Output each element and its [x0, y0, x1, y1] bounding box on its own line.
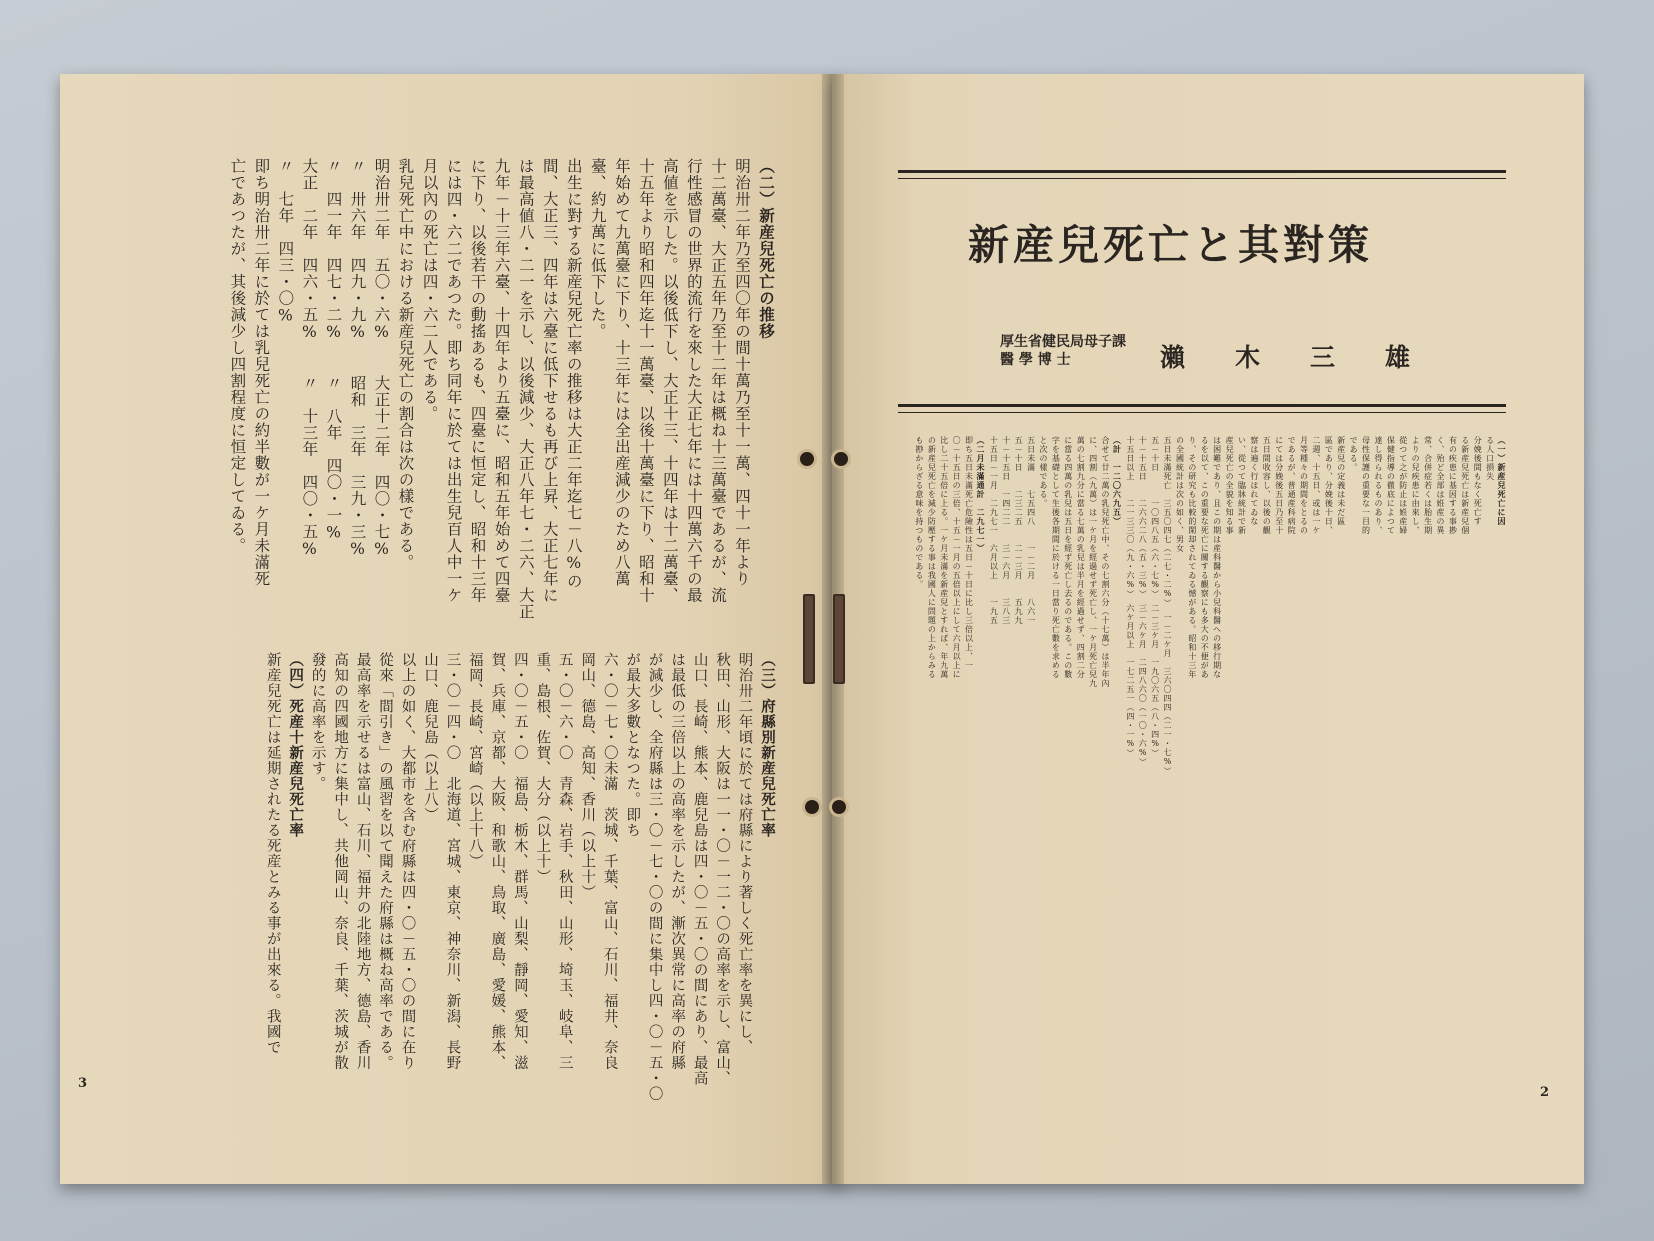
- right-text-column-41: 十五日－一月 二九七一 六月以上 一九五: [989, 436, 999, 625]
- right-text-column-46: の新産兒死亡を減少防壓する事は我國人に問題の上からみる: [927, 436, 937, 679]
- left-top-text-column-17: 〃 卅六年 四九・九% 昭和 三年 三九・三%: [348, 158, 367, 559]
- left-top-text-column-18: 〃 四一年 四七・二% 〃 八年 四〇・一%: [324, 158, 343, 543]
- right-text-column-43: 即ち五日未滿死亡危險性は五日－十日に比し三倍以上、一: [964, 436, 974, 670]
- right-text-column-0: （一）新産兒死亡に因: [1497, 436, 1507, 526]
- left-top-text-column-1: 明治卅二年乃至四〇年の間十萬乃至十一萬、四十一年より: [732, 158, 751, 587]
- left-bottom-text-column-3: 山口、長崎、熊本、鹿兒島は四・〇－五・〇の間にあり、最高: [691, 652, 708, 1086]
- right-text-column-24: るを以て、この重要な死亡に關する觀察にも多大の不便があ: [1200, 436, 1210, 679]
- left-bottom-text-column-14: 三・〇－四・〇 北海道、宮城、東京、神奈川、新潟、長野: [444, 652, 461, 1071]
- left-top-text-column-6: 年始めて九萬臺に下り、十三年には全出産減少のため八萬: [612, 158, 631, 587]
- left-top-text-column-11: 九年－十三年六臺、十四年より五臺に、昭和五年始めて四臺: [492, 158, 511, 604]
- left-bottom-text-column-17: 從來「間引き」の風習を以て聞えた府縣は概ね高率である。: [377, 652, 394, 1071]
- right-page-body: [908, 436, 1508, 1116]
- left-top-text-column-5: 十五年より昭和四年迄十一萬臺、以後十萬臺に下り、昭和十: [636, 158, 655, 604]
- article-title: 新産兒死亡と其對策: [968, 221, 1373, 269]
- left-top-text-column-0: （二）新産兒死亡の推移: [757, 158, 776, 340]
- left-bottom-text-column-5: が減少し、全府縣は三・〇－七・〇の間に集中し四・〇－五・〇: [646, 652, 663, 1102]
- staple-right: [833, 594, 845, 684]
- right-text-column-9: 保健指導の徹底によつて: [1386, 436, 1396, 535]
- right-text-column-28: 五－十日 一〇四八五（六・七%） 二－三ケ月 一九〇六五（八・四%）: [1150, 436, 1160, 758]
- right-text-column-11: 母性保護の重要な一目的: [1361, 436, 1371, 535]
- right-text-column-47: も尠からざる意味を持つものである。: [914, 436, 924, 589]
- header-rule-bottom: [898, 404, 1506, 407]
- left-top-text-column-21: 即ち明治卅二年に於ては乳兒死亡の約半數が一ケ月未滿死: [252, 158, 271, 587]
- right-text-column-2: 分娩後間もなく死亡す: [1473, 436, 1483, 526]
- left-top-text-column-8: 出生に對する新産兒死亡率の推移は大正二年迄七－八%の: [564, 158, 583, 590]
- left-top-text-column-20: 〃 七年 四三・〇%: [276, 158, 295, 326]
- staple-left: [803, 594, 815, 684]
- right-text-column-40: 十－十五日 一四二二 三－六月 三八三: [1001, 436, 1011, 625]
- left-top-text-column-3: 行性感冒の世界的流行を來した大正七年には十四萬六千の最: [684, 158, 703, 604]
- right-text-column-20: 察は遍く行はれてゐな: [1249, 436, 1259, 526]
- right-text-column-31: （計 一二〇六九五）: [1112, 436, 1123, 526]
- right-text-column-22: 産兒死亡の全貌を知る事: [1225, 436, 1235, 535]
- left-top-text-column-7: 臺、約九萬に低下した。: [588, 158, 607, 340]
- right-text-column-19: 五日間收容し、以後の觀: [1262, 436, 1272, 535]
- right-text-column-30: 十五日以上 二一三三〇（九・六%） 六ケ月以上 一七二五一（四・一%）: [1125, 436, 1135, 758]
- left-bottom-text-column-18: 最高率を示せるは富山、石川、福井の北陸地方、德島、香川: [354, 652, 371, 1071]
- right-text-column-23: は困難であり、且この期は産科醫から小兒科醫への移行期な: [1212, 436, 1222, 679]
- left-bottom-text-column-7: 六・〇－七・〇未滿 茨城、千葉、富山、石川、福井、奈良: [601, 652, 618, 1071]
- right-text-column-38: 五日未滿 七五四八 一－二月 八六一: [1026, 436, 1036, 625]
- right-text-column-3: る新産兒死亡は新産兒個: [1460, 436, 1470, 535]
- binding-hole-top-right: [834, 452, 848, 466]
- left-bottom-text-column-11: 四・〇－五・〇 福島、栃木、群馬、山梨、靜岡、愛知、滋: [511, 652, 528, 1071]
- right-text-column-25: り、その研究も比較的閑却されてゐる憾がある。昭和十三年: [1187, 436, 1197, 679]
- binding-hole-bottom: [805, 800, 819, 814]
- right-text-column-33: に、四割（九萬）は一ケ月を經過せず死亡し、一ケ月死亡兒九: [1088, 436, 1098, 688]
- right-text-column-27: 五日未滿死亡 三五〇四七（二七・二%） 一－二ケ月 三六〇四四（二一・七%）: [1163, 436, 1173, 776]
- left-top-text-column-14: 月以內の死亡は四・六二人である。: [420, 158, 439, 422]
- left-top-text-column-12: に下り、以後若干の動搖あるも、四臺に恒定し、昭和十三年: [468, 158, 487, 604]
- author-name: 瀨木三雄: [1160, 343, 1461, 372]
- left-bottom-text-column-16: 以上の如く、大都市を含む府縣は四・〇－五・〇の間に在り: [399, 652, 416, 1071]
- left-bottom-text-column-4: は最低の三倍以上の高率を示したが、漸次異常に高率の府縣: [669, 652, 686, 1071]
- header-rule-top: [898, 170, 1506, 173]
- left-bottom-text-column-2: 秋田、山形、大阪は一一・〇－一二・〇の高率を示し、富山、: [714, 652, 731, 1086]
- binding-hole-bottom-right: [832, 800, 846, 814]
- right-text-column-29: 十－十五日 二六六二八（五・三%） 三－六ケ月 二四八六〇（一〇・六%）: [1138, 436, 1148, 767]
- right-text-column-39: 五－十日 二三二五 二－三月 五九九: [1014, 436, 1024, 625]
- left-bottom-text-column-10: 重、島根、佐賀、大分（以上十）: [534, 652, 551, 885]
- right-text-column-32: 合せて廿二萬の乳兒死亡中、その七割六分（十七萬）は半年內: [1101, 436, 1110, 688]
- left-bottom-text-column-6: が最大多數となつた。即ち: [624, 652, 641, 838]
- left-bottom-text-column-12: 賀、兵庫、京都、大阪、和歌山、鳥取、廣島、愛媛、熊本、: [489, 652, 506, 1071]
- right-text-column-44: 〇－十五日の三倍、十五－一月の五倍以上にして六月以上に: [952, 436, 962, 679]
- page-number-left: 3: [78, 1076, 88, 1091]
- left-top-text-column-19: 大正 二年 四六・五% 〃 十三年 四〇・五%: [300, 158, 319, 559]
- right-text-column-7: よりの兒疾患に由來し、: [1411, 436, 1421, 535]
- right-text-column-6: 常、合併症若くは胎生期: [1423, 436, 1433, 535]
- right-text-column-15: 二週、十五日、或は一ケ: [1311, 436, 1321, 535]
- right-text-column-8: 從つて之が防止は姙産婦: [1398, 436, 1408, 535]
- left-top-text-column-4: 高値を示した。以後低下し、大正十三、十四年は十二萬臺、: [660, 158, 679, 604]
- right-text-column-14: 區であり、分娩後十日、: [1324, 436, 1334, 535]
- left-bottom-text-column-20: 發的に高率を示す。: [309, 652, 326, 792]
- left-top-text-column-16: 明治卅二年 五〇・六% 大正十二年 四〇・七%: [372, 158, 391, 559]
- left-top-text-column-13: には四・六二であつた。即ち同年に於ては出生兒百人中一ケ: [444, 158, 463, 604]
- page-number-right: 2: [1540, 1085, 1550, 1100]
- left-bottom-text-column-13: 福岡、長崎、宮崎（以上十八）: [466, 652, 483, 869]
- right-text-column-4: 有の疾患に基因する事尠: [1448, 436, 1458, 535]
- left-bottom-text-column-22: 新産兒死亡は延期されたる死産とみる事が出來る。我國で: [264, 652, 281, 1055]
- right-text-column-42: （二月未滿通計 二九七一）: [975, 436, 986, 553]
- header-rule-top-thin: [898, 178, 1506, 179]
- left-bottom-text-column-1: 明治卅二年頃に於ては府縣により著しく死亡率を異にし、: [736, 652, 753, 1055]
- author-affiliation: [1000, 333, 1126, 369]
- right-text-column-16: 月等種々の期間をとるの: [1299, 436, 1309, 535]
- right-text-column-18: にては分娩後五日乃至十: [1274, 436, 1284, 535]
- left-top-text-column-2: 十二萬臺、大正五年乃至十二年は概ね十三萬臺であるが、流: [708, 158, 727, 604]
- left-bottom-text-column-0: （三）府縣別新産兒死亡率: [759, 652, 776, 838]
- right-text-column-1: る人口損失: [1485, 436, 1495, 481]
- affiliation-line-1: 厚生省健民局母子課: [1000, 334, 1126, 350]
- left-bottom-text-column-8: 岡山、德島、高知、香川（以上十）: [579, 652, 596, 900]
- left-bottom-text-column-9: 五・〇－六・〇 青森、岩手、秋田、山形、埼玉、岐阜、三: [556, 652, 573, 1071]
- right-text-column-37: と次の樣である。: [1038, 436, 1048, 508]
- right-text-column-45: 比し二十五倍に上る。一ケ月未滿を新産兒とすれば、年九萬: [939, 436, 949, 679]
- right-text-column-17: であるが、普通産科病院: [1287, 436, 1297, 535]
- left-page-top-section: [118, 158, 778, 628]
- left-top-text-column-22: 亡であつたが、其後減少し四割程度に恒定してゐる。: [228, 158, 247, 554]
- left-bottom-text-column-21: （四）死産十新産兒死亡率: [287, 652, 305, 838]
- right-text-column-36: 字を基礎として生後各期間に於ける一日當り死亡數を求める: [1051, 436, 1061, 679]
- right-text-column-12: である。: [1349, 436, 1359, 472]
- right-text-column-34: 萬の七割九分に當る七萬の乳兒は半月を經過せず、四割二分: [1076, 436, 1086, 679]
- left-bottom-text-column-15: 山口、鹿兒島（以上八）: [421, 652, 438, 823]
- left-top-text-column-10: は最高値八・二一を示し、以後減少、大正八年七・二六、大正: [516, 158, 535, 620]
- left-bottom-text-column-19: 高知の四國地方に集中し、共他岡山、奈良、千葉、茨城が散: [332, 652, 349, 1071]
- right-text-column-10: 達し得られるものあり、: [1373, 436, 1383, 535]
- header-rule-bottom-thin: [898, 412, 1506, 413]
- left-top-text-column-15: 乳兒死亡中における新産兒死亡の割合は次の樣である。: [396, 158, 415, 571]
- right-text-column-5: く、殆ど全部は姙産の異: [1435, 436, 1445, 535]
- left-top-text-column-9: 間、大正三、四年は六臺に低下せるも再び上昇、大正七年に: [540, 158, 559, 604]
- right-text-column-35: に當る四萬の乳兒は五日を經ず死亡し去るのである。この數: [1063, 436, 1073, 679]
- right-text-column-26: の全國統計は次の如く、男女: [1175, 436, 1185, 553]
- right-text-column-13: 新産兒の定義は未だ區: [1336, 436, 1346, 526]
- affiliation-line-2: 醫 學 博 士: [1000, 352, 1071, 368]
- left-page-bottom-section: [118, 652, 778, 1112]
- binding-hole-top: [800, 452, 814, 466]
- right-text-column-21: い、從つて臨牀統計で新: [1237, 436, 1247, 535]
